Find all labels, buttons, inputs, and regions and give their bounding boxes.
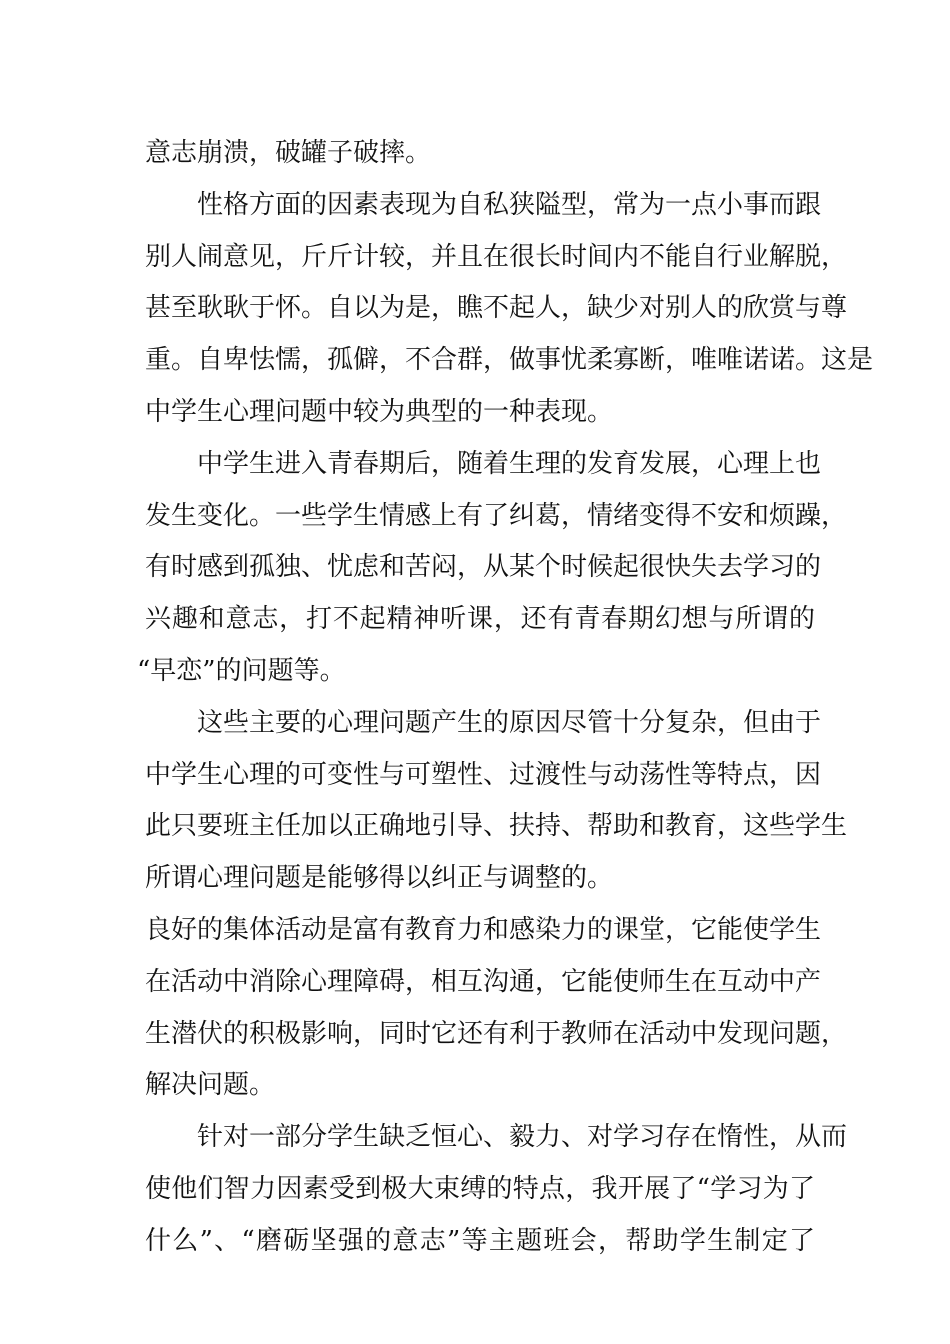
text-line: 所谓心理问题是能够得以纠正与调整的。 [145, 863, 614, 894]
text-line: 中学生进入青春期后，随着生理的发育发展，心理上也 [197, 448, 822, 479]
text-line: 解决问题。 [145, 1070, 276, 1101]
text-line: 这些主要的心理问题产生的原因尽管十分复杂，但由于 [197, 707, 822, 738]
text-line: 此只要班主任加以正确地引导、扶持、帮助和教育，这些学生 [145, 811, 848, 842]
text-line: 别人闹意见，斤斤计较，并且在很长时间内不能自行业解脱， [145, 241, 848, 272]
text-line: 良好的集体活动是富有教育力和感染力的课堂，它能使学生 [145, 914, 822, 945]
document-body [137, 128, 874, 1268]
text-line: 甚至耿耿于怀。自以为是，瞧不起人，缺少对别人的欣赏与尊 [145, 293, 848, 324]
text-line: 在活动中消除心理障碍，相互沟通，它能使师生在互动中产 [145, 966, 822, 997]
text-line: 使他们智力因素受到极大束缚的特点，我开展了“学习为了 [145, 1173, 815, 1204]
text-line: 兴趣和意志，打不起精神听课，还有青春期幻想与所谓的 [145, 604, 815, 635]
text-line: 重。自卑怯懦，孤僻，不合群，做事忧柔寡断，唯唯诺诺。这是 [145, 345, 874, 376]
text-line: 意志崩溃，破罐子破摔。 [145, 138, 432, 168]
text-line: 性格方面的因素表现为自私狭隘型，常为一点小事而跟 [197, 189, 822, 220]
text-line: 针对一部分学生缺乏恒心、毅力、对学习存在惰性，从而 [197, 1122, 848, 1153]
text-line: 有时感到孤独、忧虑和苦闷，从某个时候起很快失去学习的 [145, 552, 822, 583]
text-line: 中学生心理问题中较为典型的一种表现。 [145, 396, 614, 427]
text-line: “早恋”的问题等。 [137, 655, 346, 686]
text-line: 发生变化。一些学生情感上有了纠葛，情绪变得不安和烦躁， [145, 500, 848, 531]
text-line: 什么”、“磨砺坚强的意志”等主题班会，帮助学生制定了 [145, 1225, 815, 1256]
text-line: 生潜伏的积极影响，同时它还有利于教师在活动中发现问题， [145, 1018, 848, 1049]
text-line: 中学生心理的可变性与可塑性、过渡性与动荡性等特点，因 [145, 759, 822, 790]
